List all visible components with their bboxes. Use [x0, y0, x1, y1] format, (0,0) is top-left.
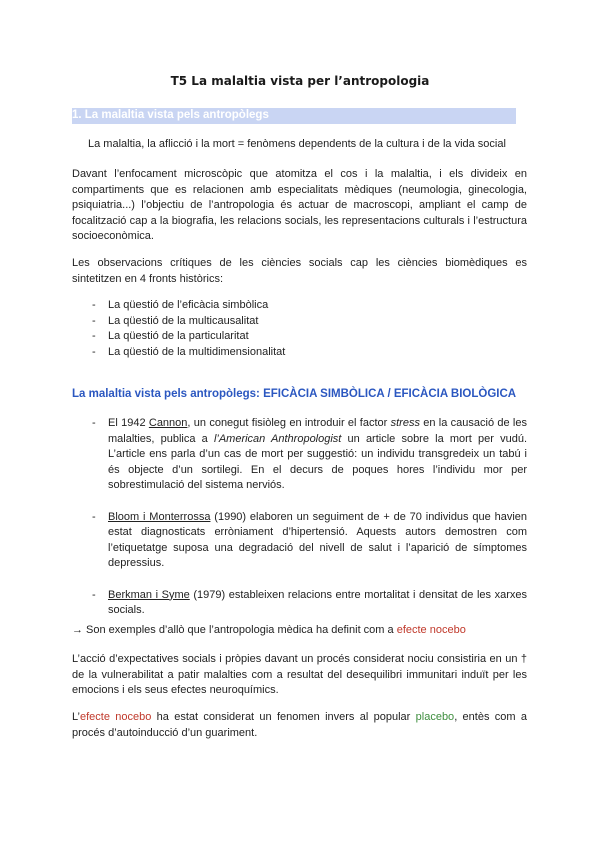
- paragraph-fronts-intro: Les observacions crítiques de les ciències socials cap les ciències biomèdiques es sintetitzen en 4 fronts històrics:: [72, 257, 527, 285]
- case-bloom: [72, 510, 527, 572]
- case-text: El 1942: [108, 417, 149, 429]
- list-item: - La qüestió de la multidimensionalitat: [72, 345, 527, 361]
- term-placebo: placebo: [415, 711, 455, 723]
- case-text: un article sobre la mort per vudú. L’article ens parla d’un cas de mort per suggestió: un individu transgredeix un tabú i és objecte d’un sortilegi. En el decurs de poques hores l’individu mor per sobrestimulació del sistema nerviós.: [108, 432, 527, 491]
- author-bloom: Bloom i Monterrossa: [108, 510, 211, 523]
- list-item: - La qüestió de la particularitat: [72, 329, 527, 345]
- line-text: → Son exemples d’allò que l’antropologia mèdica ha definit com a: [72, 624, 397, 636]
- definition-line: La malaltia, la aflicció i la mort = fenòmens dependents de la cultura i de la vida social: [88, 138, 506, 150]
- page-title: T5 La malaltia vista per l’antropologia: [170, 74, 430, 88]
- paragraph-expectations: L’acció d’expectatives socials i pròpies davant un procés considerat nociu consistiria en un † de la vulnerabilitat a patir malalties com a resultat del desequilibri immunitari induït per les emocions i els seus efectes neuroquímics.: [72, 653, 527, 696]
- term-stress: stress: [390, 417, 420, 429]
- fronts-list: [72, 298, 527, 360]
- list-item: - La qüestió de l’eficàcia simbòlica: [72, 298, 527, 314]
- case-text: (1979) estableixen relacions entre mortalitat i densitat de les xarxes socials.: [108, 588, 527, 616]
- line-text: ha estat considerat un fenomen invers al popular: [151, 711, 416, 723]
- nocebo-definition-line: [72, 623, 527, 639]
- author-berkman: Berkman i Syme: [108, 588, 190, 601]
- line-text: , entès com a procés d’autoinducció d’un guariment.: [72, 711, 527, 739]
- case-text: en la causació de les malalties, publica a: [108, 417, 527, 445]
- section-heading: 1. La malaltia vista pels antropòlegs: [72, 109, 269, 121]
- term-nocebo: efecte nocebo: [79, 711, 152, 723]
- case-text: , un conegut fisiòleg en introduir el factor: [187, 417, 391, 429]
- author-cannon: Cannon: [148, 417, 188, 429]
- paragraph-macroscope: Davant l’enfocament microscòpic que atomitza el cos i la malaltia, i els divideix en compartiments que es relacionen amb especialitats mèdiques (neumologia, ginecologia, psiquiatria...) l’objectiu de l’antropologia és actuar de macroscopi, ampliant el camp de focalització cap a la biografia, les relacions socials, les representacions culturals i l’estructura socioeconòmica.: [72, 168, 527, 242]
- journal-name: l’American Anthropologist: [213, 432, 342, 445]
- case-berkman: [72, 588, 527, 619]
- term-nocebo: efecte nocebo: [396, 624, 466, 636]
- paragraph-placebo: [72, 710, 527, 741]
- case-text: (1990) elaboren un seguiment de + de 70 individus que havien estat diagnosticats erròniament d’hipertensió. Aquests autors demostren com l’etiquetatge suposa una degradació del nivell de salut i l’aparició de símptomes depressius.: [108, 510, 528, 569]
- list-item: - La qüestió de la multicausalitat: [72, 314, 527, 330]
- section-heading-efficacy: La malaltia vista pels antropòlegs: EFICÀCIA SIMBÒLICA / EFICÀCIA BIOLÒGICA: [72, 388, 517, 400]
- line-text: L’: [72, 711, 80, 723]
- cases-list: [72, 416, 527, 619]
- case-cannon: [72, 416, 527, 494]
- section-heading-bar: [72, 108, 516, 124]
